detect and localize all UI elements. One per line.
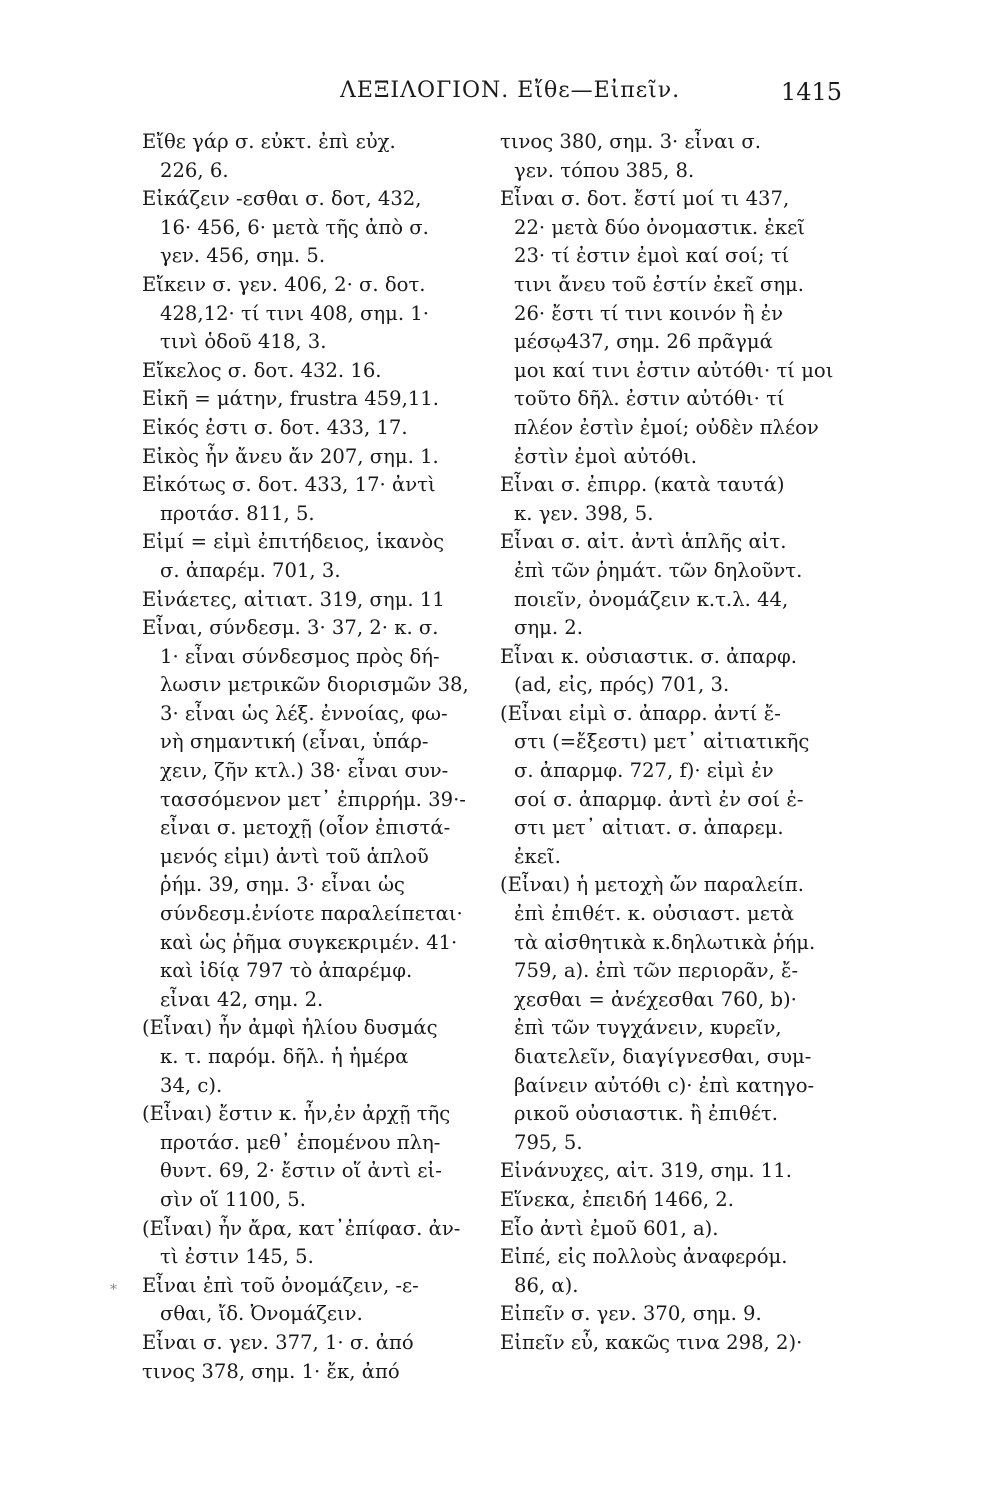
- entry-line: Εἰκάζειν -εσθαι σ. δοτ, 432,: [142, 187, 422, 211]
- entry-line: τασσόμενον μετ᾽ ἐπιρρήμ. 39·-: [160, 787, 466, 811]
- entry-line: χεσθαι = ἀνέχεσθαι 760, b)·: [514, 987, 797, 1011]
- entry-line: Εἵνεκα, ἐπειδή 1466, 2.: [500, 1187, 734, 1211]
- entry-line: γεν. 456, σημ. 5.: [160, 244, 326, 268]
- entry-line: τὶ ἐστιν 145, 5.: [160, 1245, 314, 1269]
- entry-line: βαίνειν αὐτόθι c)· ἐπὶ κατηγο-: [514, 1073, 815, 1097]
- entry-line: διατελεῖν, διαγίγνεσθαι, συμ-: [514, 1045, 812, 1068]
- entry-line: Εἰνάετες, αἰτιατ. 319, σημ. 11: [142, 587, 445, 611]
- right-column: [500, 128, 852, 1358]
- entry-line: (Εἶναι εἰμὶ σ. ἀπαρρ. ἀντί ἔ-: [500, 701, 781, 725]
- entry-line: Εἰκότως σ. δοτ. 433, 17· ἀντὶ: [142, 473, 436, 497]
- entry-line: στι μετ᾽ αἰτιατ. σ. ἀπαρεμ.: [514, 816, 784, 840]
- entry-line: νὴ σημαντική (εἶναι, ὑπάρ-: [160, 730, 429, 754]
- entry-line: λωσιν μετρικῶν διορισμῶν 38,: [160, 673, 469, 697]
- entry-line: εἶναι 42, σημ. 2.: [160, 987, 324, 1011]
- entry-line: χειν, ζῆν κτλ.) 38· εἶναι συν-: [160, 759, 449, 783]
- entry-line: μοι καί τινι ἐστιν αὐτόθι· τί μοι: [514, 358, 834, 382]
- entry-line: Εἰκός ἐστι σ. δοτ. 433, 17.: [142, 415, 408, 439]
- entry-line: (ad, εἰς, πρός) 701, 3.: [514, 673, 730, 697]
- entry-line: στι (=ἔξεστι) μετ᾽ αἰτιατικῆς: [514, 730, 810, 754]
- entry-line: ἐστὶν ἐμοὶ αὐτόθι.: [514, 444, 697, 468]
- entry-line: πλέον ἐστὶν ἐμοί; οὐδὲν πλέον: [514, 415, 819, 439]
- entry-line: τινος 378, σημ. 1· ἔκ, ἀπό: [142, 1359, 400, 1383]
- entry-line: ποιεῖν, ὀνομάζειν κ.τ.λ. 44,: [514, 587, 789, 611]
- entry-line: Εἴκελος σ. δοτ. 432. 16.: [142, 358, 382, 382]
- entry-line: Εἰμί = εἰμὶ ἐπιτήδειος, ἱκανὸς: [142, 530, 445, 554]
- entry-line: Εἶναι σ. δοτ. ἔστί μοί τι 437,: [500, 187, 790, 211]
- entry-line: σύνδεσμ.ἐνίοτε παραλείπεται·: [160, 902, 463, 926]
- entry-line: καὶ ἰδίᾳ 797 τὸ ἀπαρέμφ.: [160, 959, 413, 983]
- entry-line: θυντ. 69, 2· ἔστιν οἵ ἀντὶ εἰ-: [160, 1159, 442, 1183]
- entry-line: σὶν οἵ 1100, 5.: [160, 1187, 306, 1211]
- entry-line: προτάσ. μεθ᾽ ἑπομένου πλη-: [160, 1130, 441, 1154]
- entry-line: Εἰκὸς ἦν ἄνευ ἄν 207, σημ. 1.: [142, 444, 439, 468]
- entry-line: (Εἶναι) ἦν ἀμφὶ ἡλίου δυσμάς: [142, 1016, 438, 1040]
- entry-line: Εἰπέ, εἰς πολλοὺς ἀναφερόμ.: [500, 1245, 788, 1269]
- entry-line: 86, α).: [514, 1273, 579, 1297]
- entry-line: ῥήμ. 39, σημ. 3· εἶναι ὡς: [160, 873, 405, 897]
- entry-line: μέσῳ437, σημ. 26 πρᾶγμά: [514, 330, 773, 354]
- entry-line: Εἴκειν σ. γεν. 406, 2· σ. δοτ.: [142, 272, 426, 296]
- entry-line: ἐπὶ ἐπιθέτ. κ. οὐσιαστ. μετὰ: [514, 902, 794, 926]
- entry-line: τινος 380, σημ. 3· εἶναι σ.: [500, 130, 762, 153]
- entry-line: σθαι, ἴδ. Ὀνομάζειν.: [160, 1302, 363, 1326]
- entry-line: (Εἶναι) ἦν ἄρα, κατ᾽ἐπίφασ. ἀν-: [142, 1216, 461, 1240]
- entry-line: ρικοῦ οὐσιαστικ. ἢ ἐπιθέτ.: [514, 1102, 779, 1126]
- entry-line: προτάσ. 811, 5.: [160, 501, 315, 525]
- margin-mark: *: [110, 1282, 117, 1298]
- entry-line: Εἶναι σ. ἐπιρρ. (κατὰ ταυτά): [500, 473, 785, 497]
- entry-line: 759, a). ἐπὶ τῶν περιορᾶν, ἔ-: [514, 959, 799, 983]
- entry-line: Εἷο ἀντὶ ἐμοῦ 601, a).: [500, 1216, 719, 1240]
- page-header: [300, 78, 842, 114]
- entry-line: εἶναι σ. μετοχῇ (οἷον ἐπιστά-: [160, 816, 451, 840]
- entry-line: κ. τ. παρόμ. δῆλ. ἡ ἡμέρα: [160, 1045, 409, 1068]
- entry-line: τινὶ ὁδοῦ 418, 3.: [160, 330, 327, 354]
- entry-line: Εἶναι, σύνδεσμ. 3· 37, 2· κ. σ.: [142, 616, 439, 640]
- entry-line: ἐπὶ τῶν ῥημάτ. τῶν δηλοῦντ.: [514, 558, 803, 582]
- entry-line: Εἶναι σ. αἰτ. ἀντὶ ἁπλῆς αἰτ.: [500, 530, 787, 554]
- entry-line: 1· εἶναι σύνδεσμος πρὸς δή-: [160, 644, 440, 668]
- entry-line: Εἰκῆ = μάτην, frustra 459,11.: [142, 387, 439, 411]
- entry-line: Εἶναι ἐπὶ τοῦ ὀνομάζειν, -ε-: [142, 1273, 419, 1297]
- entry-line: τοῦτο δῆλ. ἐστιν αὐτόθι· τί: [514, 387, 785, 411]
- entry-line: σοί σ. ἀπαρμφ. ἀντὶ ἐν σοί ἐ-: [514, 787, 804, 811]
- entry-line: 34, c).: [160, 1073, 223, 1097]
- entry-line: Εἰπεῖν σ. γεν. 370, σημ. 9.: [500, 1302, 762, 1326]
- entry-line: 16· 456, 6· μετὰ τῆς ἀπὸ σ.: [160, 215, 429, 239]
- entry-line: μενός εἰμι) ἀντὶ τοῦ ἁπλοῦ: [160, 844, 429, 868]
- entry-line: 22· μετὰ δύο ὀνομαστικ. ἐκεῖ: [514, 215, 805, 239]
- entry-line: σ. ἀπαρμφ. 727, f)· εἰμὶ ἐν: [514, 759, 774, 783]
- entry-line: γεν. τόπου 385, 8.: [514, 158, 695, 182]
- page-number: 1415: [780, 78, 842, 106]
- entry-line: Εἰνάνυχες, αἰτ. 319, σημ. 11.: [500, 1159, 792, 1183]
- entry-line: 428,12· τί τινι 408, σημ. 1·: [160, 301, 429, 325]
- entry-line: Εἴθε γάρ σ. εὐκτ. ἐπὶ εὐχ.: [142, 130, 396, 153]
- entry-line: 226, 6.: [160, 158, 229, 182]
- entry-line: (Εἶναι) ἔστιν κ. ἦν,ἐν ἀρχῇ τῆς: [142, 1102, 451, 1126]
- entry-line: τινι ἄνευ τοῦ ἐστίν ἐκεῖ σημ.: [514, 272, 805, 296]
- entry-line: σημ. 2.: [514, 616, 583, 640]
- entry-line: 23· τί ἐστιν ἐμοὶ καί σοί; τί: [514, 244, 790, 268]
- entry-line: 795, 5.: [514, 1130, 583, 1154]
- entry-line: 26· ἔστι τί τινι κοινόν ἢ ἐν: [514, 301, 784, 325]
- entry-line: ἐπὶ τῶν τυγχάνειν, κυρεῖν,: [514, 1016, 782, 1040]
- entry-line: ἐκεῖ.: [514, 844, 561, 868]
- entry-line: 3· εἶναι ὡς λέξ. ἐννοίας, φω-: [160, 701, 448, 725]
- entry-line: Εἶναι κ. οὐσιαστικ. σ. ἀπαρφ.: [500, 644, 797, 668]
- entry-line: τὰ αἰσθητικὰ κ.δηλωτικὰ ῥήμ.: [514, 930, 816, 954]
- entry-line: κ. γεν. 398, 5.: [514, 501, 654, 525]
- entry-line: Εἶναι σ. γεν. 377, 1· σ. ἀπό: [142, 1330, 414, 1354]
- entry-line: (Εἶναι) ἡ μετοχὴ ὤν παραλείπ.: [500, 873, 804, 897]
- left-column: [142, 128, 492, 1386]
- entry-line: καὶ ὡς ῥῆμα συγκεκριμέν. 41·: [160, 930, 458, 954]
- entry-line: σ. ἀπαρέμ. 701, 3.: [160, 558, 341, 582]
- entry-line: Εἰπεῖν εὖ, κακῶς τινα 298, 2)·: [500, 1330, 803, 1354]
- running-title: ΛΕΞΙΛΟΓΙΟΝ. Εἴθε—Εἰπεῖν.: [340, 78, 681, 103]
